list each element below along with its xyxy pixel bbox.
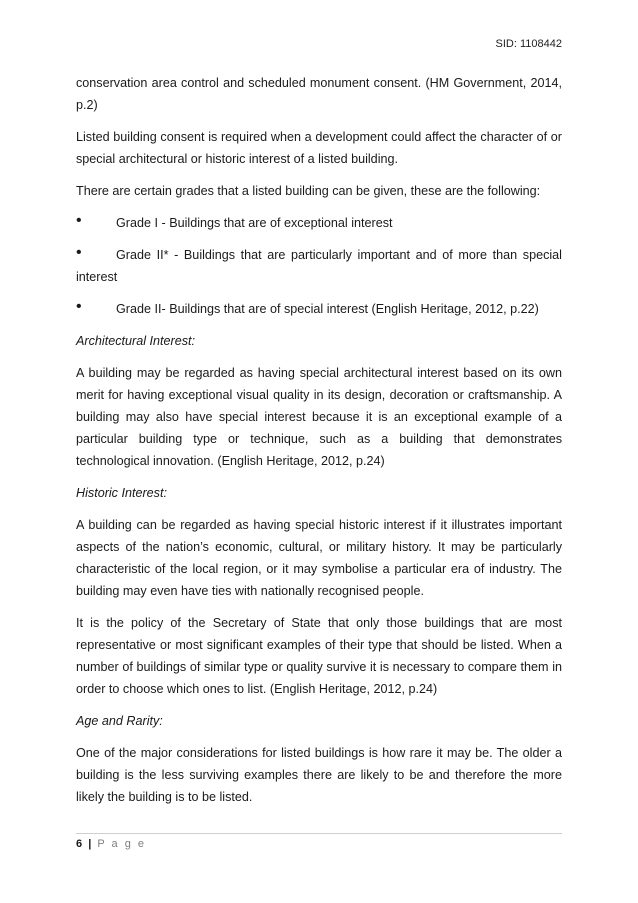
heading-age-rarity: Age and Rarity:	[76, 714, 163, 728]
bullet-text-continued: interest	[76, 270, 118, 284]
paragraph-grades-intro: There are certain grades that a listed building can be given, these are the following:	[76, 184, 541, 198]
paragraph-age-rarity: One of the major considerations for listed buildings is how rare it may be. The older a building is the less surviving examples there are likely to be and therefore the more likely the building is to be listed.	[76, 746, 562, 804]
page-label: P a g e	[97, 838, 146, 850]
bullet-text: Grade II* - Buildings that are particularly important and of more than special	[116, 248, 562, 262]
paragraph-historic: A building can be regarded as having special historic interest if it illustrates important aspects of the nation’s economic, cultural, or military history. It may be particularly characteristic of the local region, or it may symbolise a particular era of industry. The building may even have ties with nationally recognised people.	[76, 518, 562, 598]
bullet-icon: •	[76, 212, 82, 229]
document-body	[76, 72, 562, 808]
student-id: SID: 1108442	[495, 38, 562, 50]
heading-architectural-interest: Architectural Interest:	[76, 334, 195, 348]
bullet-grade-1	[76, 212, 562, 234]
bullet-text: Grade II- Buildings that are of special interest (English Heritage, 2012, p.22)	[116, 302, 539, 316]
bullet-grade-2	[76, 298, 562, 320]
paragraph-policy: It is the policy of the Secretary of State that only those buildings that are most representative or most significant examples of their type that should be listed. When a number of buildings of similar type or quality survive it is necessary to compare them in order to choose which ones to list. (English Heritage, 2012, p.24)	[76, 616, 562, 696]
paragraph-architectural: A building may be regarded as having special architectural interest based on its own merit for having exceptional visual quality in its design, decoration or craftsmanship. A building may also have special interest because it is an exceptional example of a particular building type or technique, such as a building that demonstrates technological innovation. (English Heritage, 2012, p.24)	[76, 366, 562, 468]
bullet-icon: •	[76, 244, 82, 261]
bullet-grade-2-star	[76, 244, 562, 288]
bullet-icon: •	[76, 298, 82, 315]
bullet-text: Grade I - Buildings that are of exceptional interest	[116, 216, 393, 230]
page-number: 6	[76, 838, 83, 850]
paragraph-listed-consent: Listed building consent is required when a development could affect the character of or special architectural or historic interest of a listed building.	[76, 130, 562, 166]
footer-separator: |	[88, 838, 92, 850]
heading-historic-interest: Historic Interest:	[76, 486, 167, 500]
page-footer	[76, 838, 146, 850]
footer-divider	[76, 833, 562, 834]
paragraph-conservation: conservation area control and scheduled monument consent. (HM Government, 2014, p.2)	[76, 76, 562, 112]
